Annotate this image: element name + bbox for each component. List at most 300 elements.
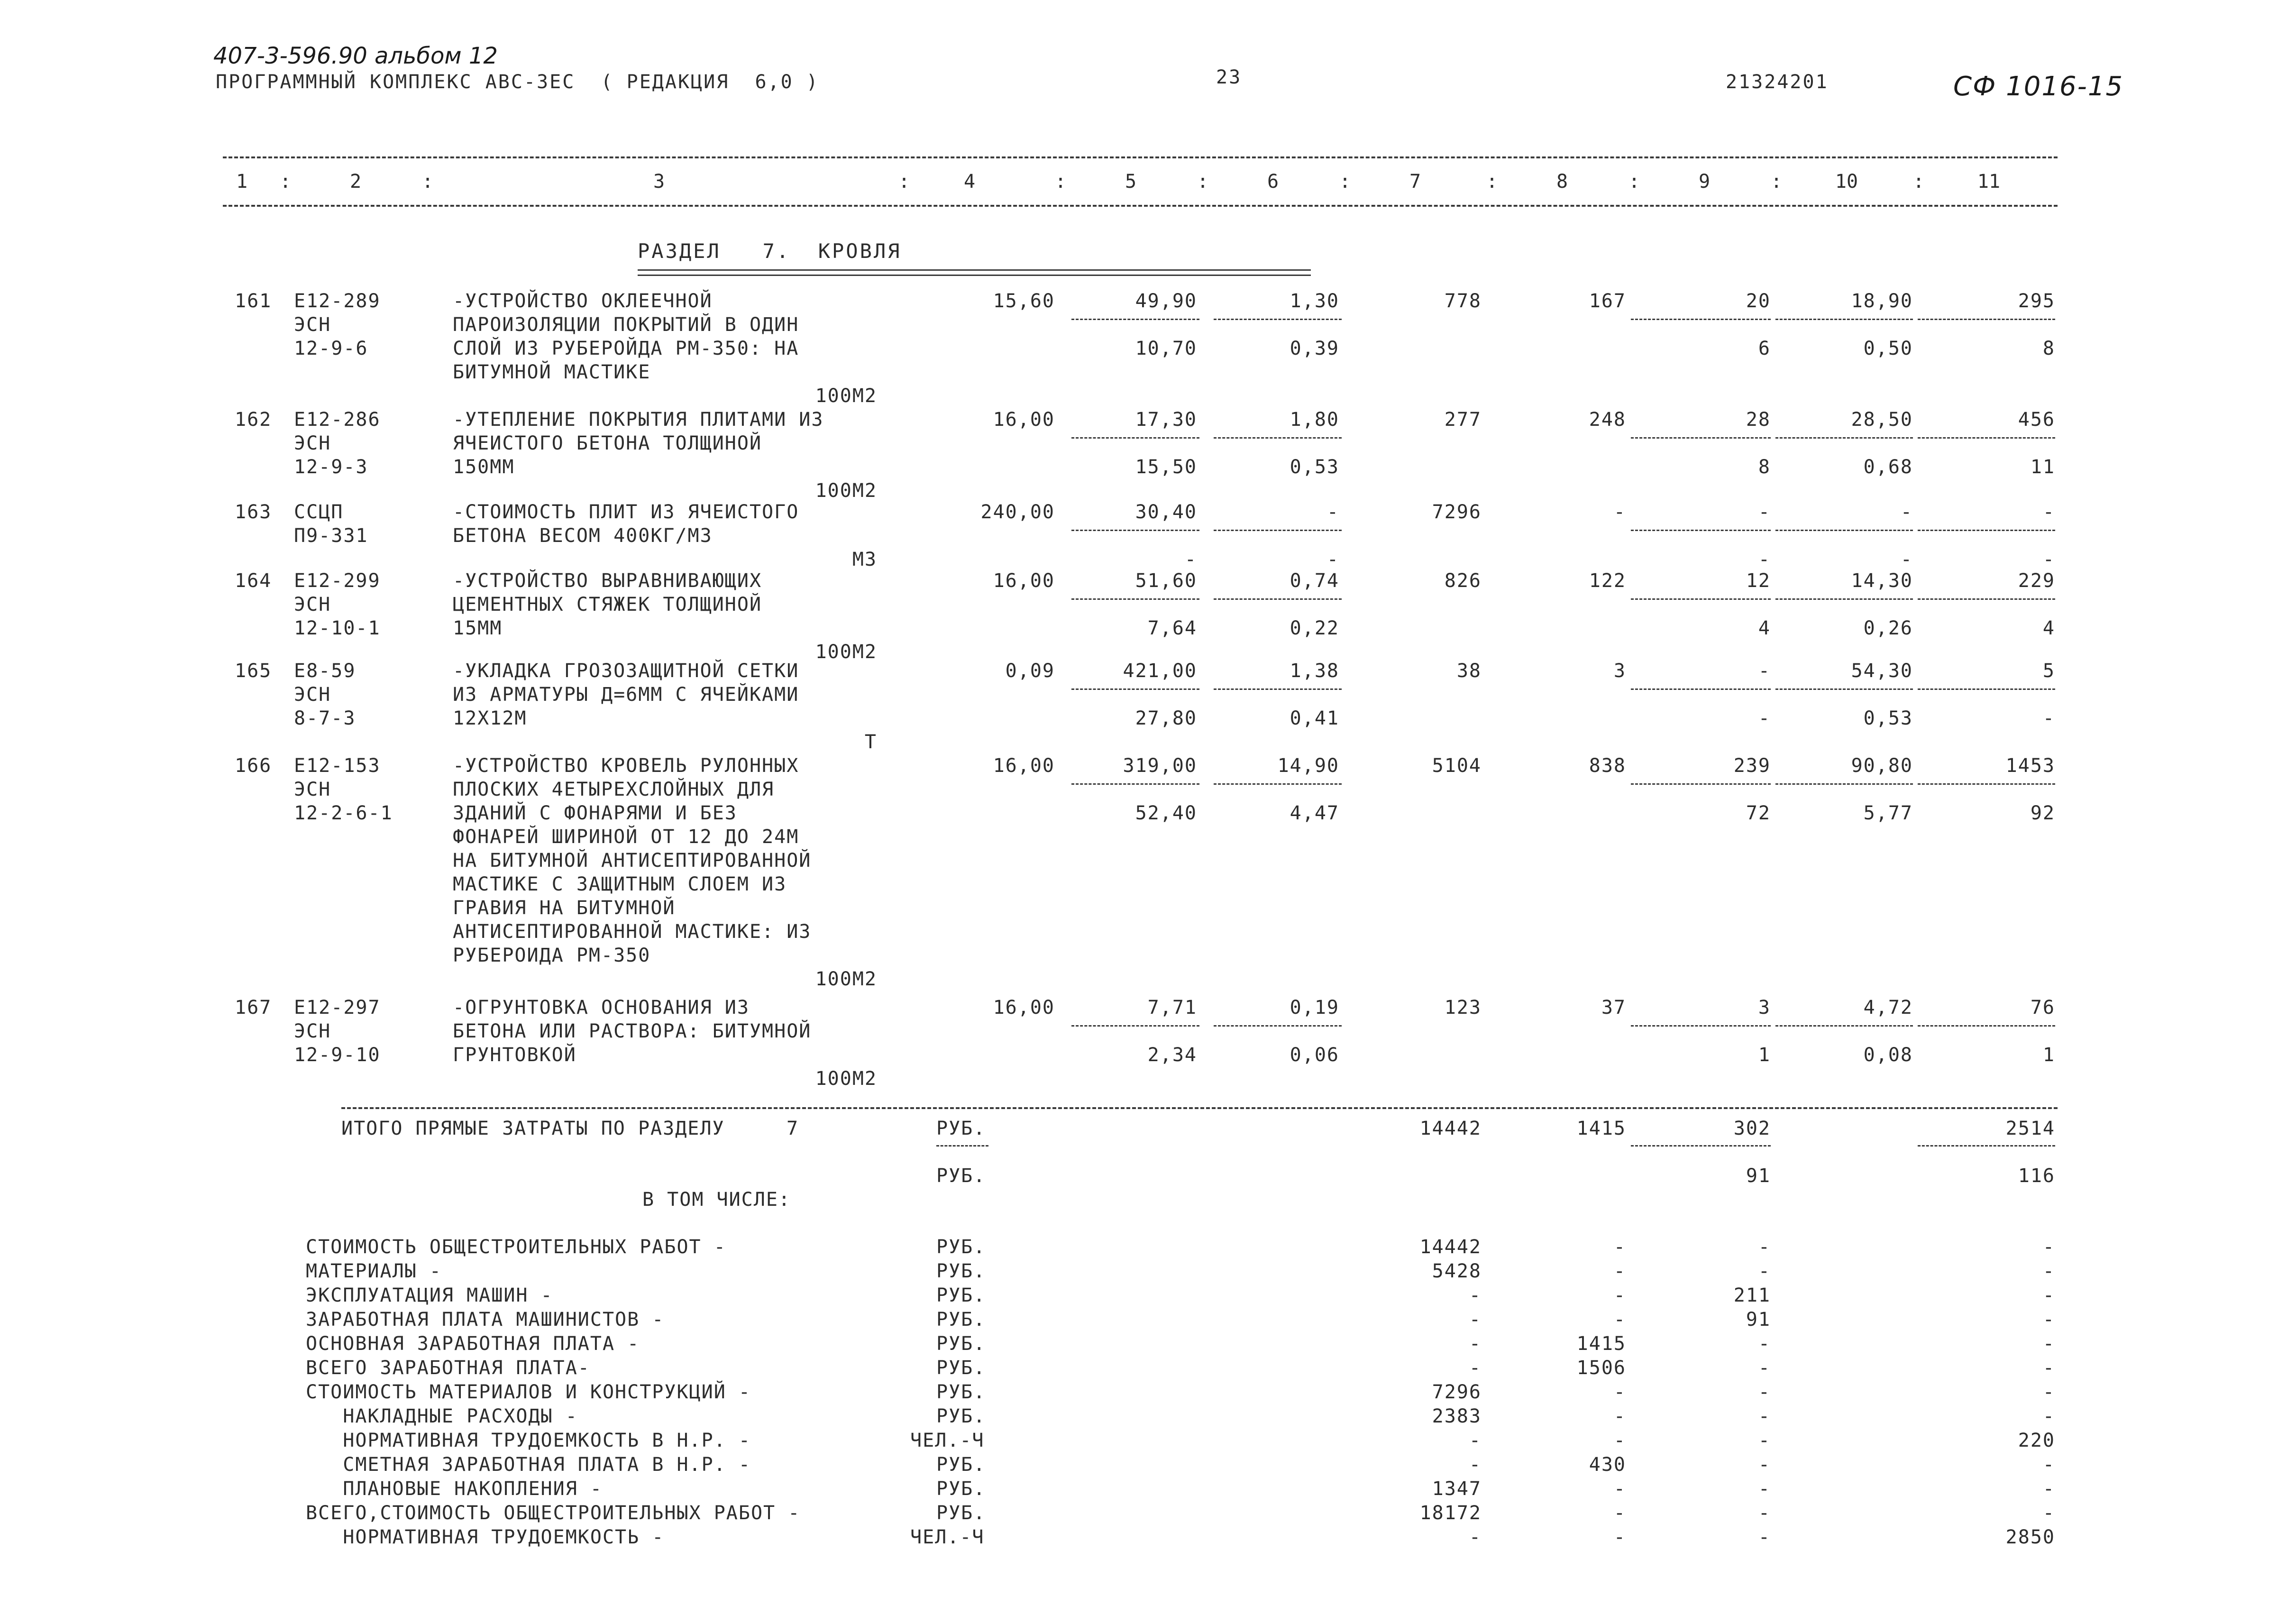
total-cost: 7296 bbox=[1432, 501, 1482, 523]
unit-cost-machines: 1,30 bbox=[1290, 290, 1339, 312]
machine-labor-total: - bbox=[2042, 549, 2055, 570]
work-description: 12Х12М bbox=[453, 707, 527, 729]
machine-wages-total: - bbox=[1758, 707, 1771, 729]
wages-total: 37 bbox=[1601, 997, 1626, 1018]
work-description: АНТИСЕПТИРОВАННОЙ МАСТИКЕ: ИЗ bbox=[453, 921, 812, 943]
col-sep: : bbox=[1913, 171, 1925, 193]
subtotal-rule bbox=[1631, 1145, 1771, 1147]
summary-label: ВСЕГО ЗАРАБОТНАЯ ПЛАТА- bbox=[306, 1357, 590, 1379]
price-code: 12-2-6-1 bbox=[294, 802, 393, 824]
album-label: 407-3-596.90 альбом 12 bbox=[213, 43, 498, 69]
machine-labor-total: 92 bbox=[2030, 802, 2055, 824]
summary-machines: - bbox=[1758, 1430, 1771, 1451]
summary-cost: 1347 bbox=[1432, 1478, 1482, 1500]
work-description: ПАРОИЗОЛЯЦИИ ПОКРЫТИЙ В ОДИН bbox=[453, 314, 799, 336]
summary-machines: - bbox=[1758, 1526, 1771, 1548]
work-description: РУБЕРОИДА РМ-350 bbox=[453, 945, 651, 966]
total-wages: 1415 bbox=[1576, 1118, 1626, 1139]
row-number: 162 bbox=[235, 409, 272, 431]
price-code: Е12-286 bbox=[294, 409, 381, 431]
unit-machine-wage: 4,47 bbox=[1290, 802, 1339, 824]
subtotal-rule bbox=[1214, 437, 1342, 439]
total-machine-labor: 116 bbox=[2018, 1165, 2055, 1187]
work-description: ГРАВИЯ НА БИТУМНОЙ bbox=[453, 897, 676, 919]
subtotal-rule bbox=[1631, 319, 1771, 320]
summary-wages: - bbox=[1613, 1526, 1626, 1548]
machine-labor-unit: 0,26 bbox=[1863, 617, 1913, 639]
price-code: ЭСН bbox=[294, 684, 331, 706]
measure-unit: М3 bbox=[852, 549, 877, 570]
price-code: Е12-299 bbox=[294, 570, 381, 592]
subtotal-rule bbox=[1918, 783, 2055, 785]
total-labor: 2514 bbox=[2005, 1118, 2055, 1139]
summary-wages: - bbox=[1613, 1430, 1626, 1451]
row-number: 165 bbox=[235, 660, 272, 682]
wages-total: 248 bbox=[1589, 409, 1626, 431]
machine-wages-total: 4 bbox=[1758, 617, 1771, 639]
handwritten-stamp: СФ 1016-15 bbox=[1953, 71, 2124, 102]
price-code: Е12-153 bbox=[294, 755, 381, 777]
row-number: 164 bbox=[235, 570, 272, 592]
unit-cost-machines: 1,38 bbox=[1290, 660, 1339, 682]
summary-unit: РУБ. bbox=[936, 1502, 986, 1524]
wages-total: 122 bbox=[1589, 570, 1626, 592]
unit-cost-total: 51,60 bbox=[1135, 570, 1197, 592]
summary-label: ПЛАНОВЫЕ НАКОПЛЕНИЯ - bbox=[306, 1478, 603, 1500]
unit-cost-total: 30,40 bbox=[1135, 501, 1197, 523]
labor-unit: 90,80 bbox=[1851, 755, 1913, 777]
work-description: ЯЧЕИСТОГО БЕТОНА ТОЛЩИНОЙ bbox=[453, 432, 762, 454]
subtotal-rule bbox=[1775, 319, 1913, 320]
subtotal-rule bbox=[1775, 783, 1913, 785]
summary-label: НОРМАТИВНАЯ ТРУДОЕМКОСТЬ - bbox=[306, 1526, 665, 1548]
unit-machine-wage: 0,39 bbox=[1290, 338, 1339, 359]
unit-wage: 2,34 bbox=[1147, 1044, 1197, 1066]
summary-machines: - bbox=[1758, 1236, 1771, 1258]
col-1: 1 bbox=[236, 171, 248, 193]
work-description: МАСТИКЕ С ЗАЩИТНЫМ СЛОЕМ ИЗ bbox=[453, 873, 787, 895]
subtotal-rule bbox=[1631, 783, 1771, 785]
machine-labor-total: 8 bbox=[2042, 338, 2055, 359]
summary-unit: РУБ. bbox=[936, 1381, 986, 1403]
summary-machines: - bbox=[1758, 1502, 1771, 1524]
col-sep: : bbox=[422, 171, 434, 193]
summary-unit: РУБ. bbox=[936, 1454, 986, 1476]
subtotal-rule bbox=[1071, 688, 1199, 690]
machines-total: 20 bbox=[1746, 290, 1771, 312]
price-code: ССЦП bbox=[294, 501, 344, 523]
col-11: 11 bbox=[1977, 171, 2001, 193]
work-description: -СТОИМОСТЬ ПЛИТ ИЗ ЯЧЕИСТОГО bbox=[453, 501, 799, 523]
page-number: 23 bbox=[1216, 66, 1242, 88]
measure-unit: 100М2 bbox=[815, 385, 877, 407]
wages-total: 3 bbox=[1613, 660, 1626, 682]
row-number: 163 bbox=[235, 501, 272, 523]
col-7: 7 bbox=[1409, 171, 1421, 193]
summary-wages: - bbox=[1613, 1478, 1626, 1500]
machine-labor-unit: 0,53 bbox=[1863, 707, 1913, 729]
summary-labor: - bbox=[2042, 1236, 2055, 1258]
summary-labor: - bbox=[2042, 1405, 2055, 1427]
subtotal-rule bbox=[1214, 530, 1342, 531]
row-number: 161 bbox=[235, 290, 272, 312]
summary-labor: - bbox=[2042, 1381, 2055, 1403]
col-sep: : bbox=[1339, 171, 1351, 193]
summary-label: ЗАРАБОТНАЯ ПЛАТА МАШИНИСТОВ - bbox=[306, 1309, 665, 1330]
summary-labor: - bbox=[2042, 1454, 2055, 1476]
summary-machines: - bbox=[1758, 1381, 1771, 1403]
work-description: -УКЛАДКА ГРОЗОЗАЩИТНОЙ СЕТКИ bbox=[453, 660, 799, 682]
labor-total: 5 bbox=[2042, 660, 2055, 682]
subtotal-rule bbox=[1631, 598, 1771, 600]
summary-wages: - bbox=[1613, 1502, 1626, 1524]
machine-wages-total: 1 bbox=[1758, 1044, 1771, 1066]
wages-total: 167 bbox=[1589, 290, 1626, 312]
unit-machine-wage: 0,06 bbox=[1290, 1044, 1339, 1066]
labor-unit: - bbox=[1900, 501, 1913, 523]
price-code: 12-9-3 bbox=[294, 456, 368, 478]
subtotal-rule bbox=[1071, 783, 1199, 785]
work-description: ЦЕМЕНТНЫХ СТЯЖЕК ТОЛЩИНОЙ bbox=[453, 594, 762, 615]
work-description: ИЗ АРМАТУРЫ Д=6ММ С ЯЧЕЙКАМИ bbox=[453, 684, 799, 706]
unit-cost-total: 49,90 bbox=[1135, 290, 1197, 312]
quantity: 16,00 bbox=[993, 997, 1055, 1018]
quantity: 16,00 bbox=[993, 755, 1055, 777]
machine-labor-unit: 0,08 bbox=[1863, 1044, 1913, 1066]
subtotal-rule bbox=[1071, 598, 1199, 600]
subtotal-rule bbox=[1918, 530, 2055, 531]
subtotal-rule bbox=[1071, 530, 1199, 531]
work-description: ГРУНТОВКОЙ bbox=[453, 1044, 576, 1066]
row-number: 167 bbox=[235, 997, 272, 1018]
machine-wages-total: 8 bbox=[1758, 456, 1771, 478]
unit-cost-machines: 1,80 bbox=[1290, 409, 1339, 431]
summary-unit: РУБ. bbox=[936, 1357, 986, 1379]
unit-cost-total: 17,30 bbox=[1135, 409, 1197, 431]
subtotal-rule bbox=[1071, 1025, 1199, 1027]
summary-label: СТОИМОСТЬ ОБЩЕСТРОИТЕЛЬНЫХ РАБОТ - bbox=[306, 1236, 726, 1258]
summary-label: НАКЛАДНЫЕ РАСХОДЫ - bbox=[306, 1405, 578, 1427]
unit-wage: 10,70 bbox=[1135, 338, 1197, 359]
subtotal-rule bbox=[1071, 319, 1199, 320]
summary-label: ЭКСПЛУАТАЦИЯ МАШИН - bbox=[306, 1285, 553, 1306]
machine-labor-total: - bbox=[2042, 707, 2055, 729]
col-4: 4 bbox=[963, 171, 976, 193]
machine-wages-total: - bbox=[1758, 549, 1771, 570]
col-sep: : bbox=[1197, 171, 1209, 193]
summary-labor: - bbox=[2042, 1333, 2055, 1355]
summary-cost: - bbox=[1469, 1357, 1482, 1379]
work-description: -ОГРУНТОВКА ОСНОВАНИЯ ИЗ bbox=[453, 997, 750, 1018]
work-description: 15ММ bbox=[453, 617, 503, 639]
price-code: ЭСН bbox=[294, 432, 331, 454]
unit-cost-machines: - bbox=[1326, 501, 1339, 523]
subtotal-rule bbox=[1631, 437, 1771, 439]
price-code: 12-10-1 bbox=[294, 617, 381, 639]
machines-total: 28 bbox=[1746, 409, 1771, 431]
machines-total: 3 bbox=[1758, 997, 1771, 1018]
subtotal-rule bbox=[1071, 437, 1199, 439]
subtotal-rule bbox=[1918, 437, 2055, 439]
summary-cost: 14442 bbox=[1419, 1236, 1482, 1258]
summary-unit: РУБ. bbox=[936, 1333, 986, 1355]
summary-unit: ЧЕЛ.-Ч bbox=[910, 1526, 985, 1548]
unit-wage: 15,50 bbox=[1135, 456, 1197, 478]
subtotal-rule bbox=[1918, 319, 2055, 320]
total-cost: 14442 bbox=[1419, 1118, 1482, 1139]
summary-wages: - bbox=[1613, 1381, 1626, 1403]
program-title: ПРОГРАММНЫЙ КОМПЛЕКС АВС-3ЕС ( РЕДАКЦИЯ 6,0 ) bbox=[216, 71, 819, 93]
work-description: НА БИТУМНОЙ АНТИСЕПТИРОВАННОЙ bbox=[453, 850, 812, 872]
quantity: 240,00 bbox=[980, 501, 1055, 523]
subtotal-rule bbox=[1214, 783, 1342, 785]
summary-label: ВСЕГО,СТОИМОСТЬ ОБЩЕСТРОИТЕЛЬНЫХ РАБОТ - bbox=[306, 1502, 801, 1524]
quantity: 0,09 bbox=[1005, 660, 1055, 682]
summary-unit: ЧЕЛ.-Ч bbox=[910, 1430, 985, 1451]
unit-cost-total: 421,00 bbox=[1123, 660, 1197, 682]
col-sep: : bbox=[1628, 171, 1640, 193]
subtotal-rule bbox=[1214, 319, 1342, 320]
row-number: 166 bbox=[235, 755, 272, 777]
summary-wages: - bbox=[1613, 1405, 1626, 1427]
summary-wages: - bbox=[1613, 1285, 1626, 1306]
price-code: Е8-59 bbox=[294, 660, 356, 682]
total-label: ИТОГО ПРЯМЫЕ ЗАТРАТЫ ПО РАЗДЕЛУ 7 bbox=[341, 1118, 799, 1139]
summary-labor: 220 bbox=[2018, 1430, 2055, 1451]
summary-wages: - bbox=[1613, 1236, 1626, 1258]
summary-machines: - bbox=[1758, 1454, 1771, 1476]
price-code: ЭСН bbox=[294, 1020, 331, 1042]
labor-unit: 28,50 bbox=[1851, 409, 1913, 431]
labor-total: - bbox=[2042, 501, 2055, 523]
summary-cost: - bbox=[1469, 1285, 1482, 1306]
unit-cost-total: 319,00 bbox=[1123, 755, 1197, 777]
summary-wages: 430 bbox=[1589, 1454, 1626, 1476]
price-code: 12-9-6 bbox=[294, 338, 368, 359]
col-5: 5 bbox=[1125, 171, 1137, 193]
total-unit: РУБ. bbox=[936, 1118, 986, 1139]
price-code: П9-331 bbox=[294, 525, 368, 547]
machine-labor-total: 4 bbox=[2042, 617, 2055, 639]
total-cost: 826 bbox=[1444, 570, 1482, 592]
labor-total: 456 bbox=[2018, 409, 2055, 431]
subtotal-rule bbox=[1918, 1025, 2055, 1027]
unit-machine-wage: - bbox=[1326, 549, 1339, 570]
total-unit-2: РУБ. bbox=[936, 1165, 986, 1187]
subtotal-rule bbox=[1214, 1025, 1342, 1027]
col-sep: : bbox=[898, 171, 910, 193]
machines-total: - bbox=[1758, 501, 1771, 523]
col-sep: : bbox=[1055, 171, 1067, 193]
summary-machines: - bbox=[1758, 1260, 1771, 1282]
summary-unit: РУБ. bbox=[936, 1236, 986, 1258]
price-code: 12-9-10 bbox=[294, 1044, 381, 1066]
summary-cost: 2383 bbox=[1432, 1405, 1482, 1427]
summary-labor: 2850 bbox=[2005, 1526, 2055, 1548]
summary-wages: - bbox=[1613, 1309, 1626, 1330]
subtotal-rule bbox=[1918, 688, 2055, 690]
total-cost: 5104 bbox=[1432, 755, 1482, 777]
summary-labor: - bbox=[2042, 1260, 2055, 1282]
work-description: -УСТРОЙСТВО ОКЛЕЕЧНОЙ bbox=[453, 290, 713, 312]
price-code: Е12-289 bbox=[294, 290, 381, 312]
price-code: ЭСН bbox=[294, 594, 331, 615]
work-description: -УСТРОЙСТВО ВЫРАВНИВАЮЩИХ bbox=[453, 570, 762, 592]
unit-wage: - bbox=[1184, 549, 1197, 570]
including-label: В ТОМ ЧИСЛЕ: bbox=[642, 1189, 791, 1211]
unit-wage: 27,80 bbox=[1135, 707, 1197, 729]
machine-labor-unit: 0,50 bbox=[1863, 338, 1913, 359]
quantity: 15,60 bbox=[993, 290, 1055, 312]
labor-total: 76 bbox=[2030, 997, 2055, 1018]
measure-unit: Т bbox=[864, 731, 877, 753]
summary-wages: 1415 bbox=[1576, 1333, 1626, 1355]
work-description: ЗДАНИЙ С ФОНАРЯМИ И БЕЗ bbox=[453, 802, 737, 824]
subtotal-rule bbox=[1631, 688, 1771, 690]
summary-label: ОСНОВНАЯ ЗАРАБОТНАЯ ПЛАТА - bbox=[306, 1333, 640, 1355]
work-description: БЕТОНА ИЛИ РАСТВОРА: БИТУМНОЙ bbox=[453, 1020, 812, 1042]
summary-cost: 7296 bbox=[1432, 1381, 1482, 1403]
machine-labor-unit: 5,77 bbox=[1863, 802, 1913, 824]
labor-total: 295 bbox=[2018, 290, 2055, 312]
subtotal-rule bbox=[1775, 688, 1913, 690]
summary-label: НОРМАТИВНАЯ ТРУДОЕМКОСТЬ В Н.Р. - bbox=[306, 1430, 751, 1451]
wages-total: 838 bbox=[1589, 755, 1626, 777]
col-10: 10 bbox=[1835, 171, 1858, 193]
labor-total: 1453 bbox=[2005, 755, 2055, 777]
labor-total: 229 bbox=[2018, 570, 2055, 592]
summary-labor: - bbox=[2042, 1357, 2055, 1379]
summary-machines: 91 bbox=[1746, 1309, 1771, 1330]
total-cost: 277 bbox=[1444, 409, 1482, 431]
summary-label: СТОИМОСТЬ МАТЕРИАЛОВ И КОНСТРУКЦИЙ - bbox=[306, 1381, 751, 1403]
price-code: ЭСН bbox=[294, 779, 331, 800]
summary-labor: - bbox=[2042, 1478, 2055, 1500]
labor-unit: 18,90 bbox=[1851, 290, 1913, 312]
summary-cost: 18172 bbox=[1419, 1502, 1482, 1524]
summary-cost: - bbox=[1469, 1454, 1482, 1476]
machines-total: 12 bbox=[1746, 570, 1771, 592]
summary-labor: - bbox=[2042, 1309, 2055, 1330]
quantity: 16,00 bbox=[993, 570, 1055, 592]
work-description: БИТУМНОЙ МАСТИКЕ bbox=[453, 361, 651, 383]
summary-machines: - bbox=[1758, 1405, 1771, 1427]
unit-wage: 52,40 bbox=[1135, 802, 1197, 824]
subtotal-rule bbox=[1631, 530, 1771, 531]
work-description: БЕТОНА ВЕСОМ 400КГ/М3 bbox=[453, 525, 713, 547]
total-cost: 38 bbox=[1456, 660, 1482, 682]
summary-unit: РУБ. bbox=[936, 1405, 986, 1427]
machine-labor-total: 1 bbox=[2042, 1044, 2055, 1066]
summary-cost: - bbox=[1469, 1309, 1482, 1330]
col-8: 8 bbox=[1556, 171, 1568, 193]
summary-machines: - bbox=[1758, 1357, 1771, 1379]
summary-cost: - bbox=[1469, 1333, 1482, 1355]
measure-unit: 100М2 bbox=[815, 1068, 877, 1090]
unit-cost-machines: 0,74 bbox=[1290, 570, 1339, 592]
section-title: РАЗДЕЛ 7. КРОВЛЯ bbox=[638, 239, 902, 263]
summary-wages: - bbox=[1613, 1260, 1626, 1282]
col-sep: : bbox=[1486, 171, 1498, 193]
summary-machines: - bbox=[1758, 1478, 1771, 1500]
subtotal-rule bbox=[1775, 1025, 1913, 1027]
col-sep: : bbox=[1771, 171, 1783, 193]
unit-machine-wage: 0,53 bbox=[1290, 456, 1339, 478]
col-6: 6 bbox=[1267, 171, 1279, 193]
summary-unit: РУБ. bbox=[936, 1309, 986, 1330]
unit-machine-wage: 0,22 bbox=[1290, 617, 1339, 639]
machines-total: - bbox=[1758, 660, 1771, 682]
col-sep: : bbox=[280, 171, 292, 193]
machine-wages-total: 72 bbox=[1746, 802, 1771, 824]
subtotal-rule bbox=[1775, 598, 1913, 600]
summary-cost: 5428 bbox=[1432, 1260, 1482, 1282]
summary-unit: РУБ. bbox=[936, 1260, 986, 1282]
labor-unit: 14,30 bbox=[1851, 570, 1913, 592]
col-2: 2 bbox=[349, 171, 362, 193]
subtotal-rule bbox=[1214, 598, 1342, 600]
subtotal-rule bbox=[1775, 530, 1913, 531]
subtotal-rule bbox=[1918, 598, 2055, 600]
summary-labor: - bbox=[2042, 1285, 2055, 1306]
totals-rule bbox=[341, 1107, 2058, 1109]
summary-label: СМЕТНАЯ ЗАРАБОТНАЯ ПЛАТА В Н.Р. - bbox=[306, 1454, 751, 1476]
work-description: -УТЕПЛЕНИЕ ПОКРЫТИЯ ПЛИТАМИ ИЗ bbox=[453, 409, 824, 431]
machine-wages-total: 6 bbox=[1758, 338, 1771, 359]
price-code: ЭСН bbox=[294, 314, 331, 336]
total-machine-wages: 91 bbox=[1746, 1165, 1771, 1187]
unit-wage: 7,64 bbox=[1147, 617, 1197, 639]
subtotal-rule bbox=[1631, 1025, 1771, 1027]
measure-unit: 100М2 bbox=[815, 480, 877, 502]
summary-machines: 211 bbox=[1733, 1285, 1771, 1306]
summary-cost: - bbox=[1469, 1526, 1482, 1548]
measure-unit: 100М2 bbox=[815, 641, 877, 663]
summary-unit: РУБ. bbox=[936, 1478, 986, 1500]
labor-unit: 4,72 bbox=[1863, 997, 1913, 1018]
unit-cost-machines: 14,90 bbox=[1277, 755, 1339, 777]
total-machines: 302 bbox=[1733, 1118, 1771, 1139]
work-description: СЛОЙ ИЗ РУБЕРОЙДА РМ-350: НА bbox=[453, 338, 799, 359]
document-code: 21324201 bbox=[1726, 71, 1829, 93]
machine-labor-unit: - bbox=[1900, 549, 1913, 570]
summary-label: МАТЕРИАЛЫ - bbox=[306, 1260, 442, 1282]
subtotal-rule bbox=[936, 1145, 988, 1147]
summary-cost: - bbox=[1469, 1430, 1482, 1451]
total-cost: 123 bbox=[1444, 997, 1482, 1018]
total-cost: 778 bbox=[1444, 290, 1482, 312]
col-9: 9 bbox=[1698, 171, 1711, 193]
machines-total: 239 bbox=[1733, 755, 1771, 777]
work-description: 150ММ bbox=[453, 456, 515, 478]
measure-unit: 100М2 bbox=[815, 968, 877, 990]
work-description: -УСТРОЙСТВО КРОВЕЛЬ РУЛОННЫХ bbox=[453, 755, 799, 777]
col-3: 3 bbox=[653, 171, 665, 193]
unit-cost-machines: 0,19 bbox=[1290, 997, 1339, 1018]
subtotal-rule bbox=[1775, 437, 1913, 439]
labor-unit: 54,30 bbox=[1851, 660, 1913, 682]
machine-labor-unit: 0,68 bbox=[1863, 456, 1913, 478]
work-description: ПЛОСКИХ 4ЕТЫРЕХСЛОЙНЫХ ДЛЯ bbox=[453, 779, 775, 800]
summary-labor: - bbox=[2042, 1502, 2055, 1524]
price-code: 8-7-3 bbox=[294, 707, 356, 729]
price-code: Е12-297 bbox=[294, 997, 381, 1018]
summary-machines: - bbox=[1758, 1333, 1771, 1355]
unit-cost-total: 7,71 bbox=[1147, 997, 1197, 1018]
summary-wages: 1506 bbox=[1576, 1357, 1626, 1379]
quantity: 16,00 bbox=[993, 409, 1055, 431]
unit-machine-wage: 0,41 bbox=[1290, 707, 1339, 729]
